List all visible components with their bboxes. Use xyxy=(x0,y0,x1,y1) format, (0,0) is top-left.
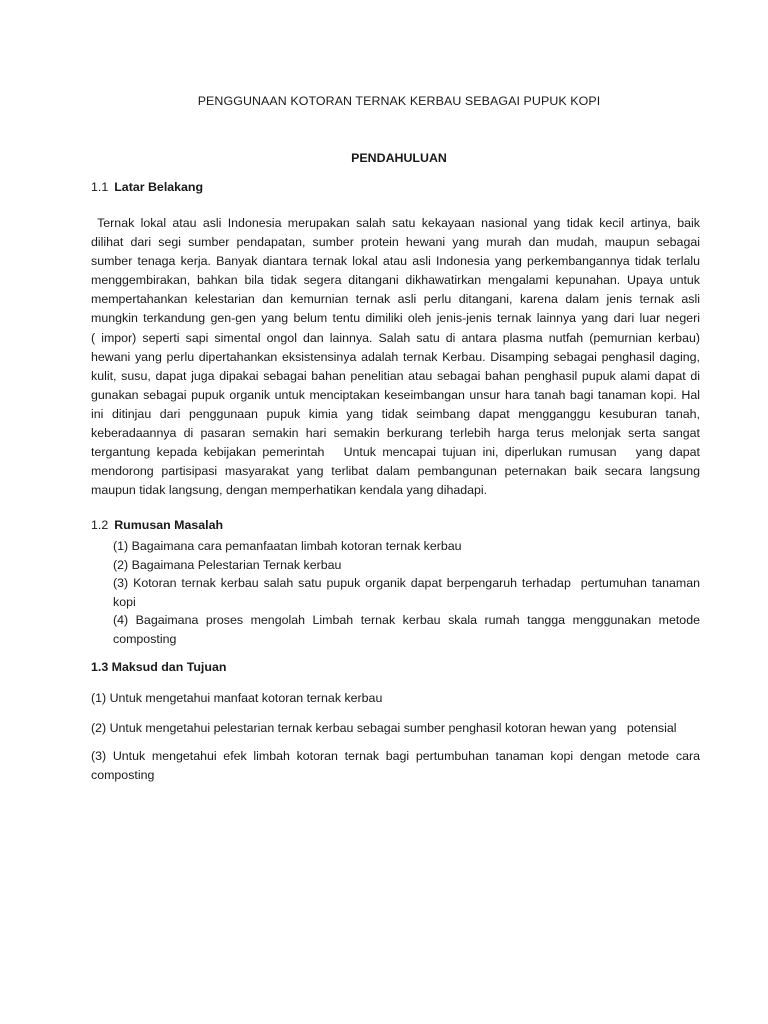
list-item: (2) Bagaimana Pelestarian Ternak kerbau xyxy=(113,557,342,572)
objective-item xyxy=(91,747,700,785)
paragraph-line: keberadaannya di pasaran semakin hari semakin berkurang terlebih harga terus melonjak serta sangat xyxy=(91,426,700,441)
section-title: Rumusan Masalah xyxy=(114,518,224,532)
objective-item xyxy=(91,719,700,738)
objective-line: (2) Untuk mengetahui pelestarian ternak kerbau sebagai sumber penghasil kotoran hewan yang potensial xyxy=(91,721,677,735)
paragraph-line: mempertahankan kelestarian dan kemurnian ternak asli perlu ditangani, karena dalam jenis ternak asli xyxy=(91,292,700,307)
section-number: 1.2 xyxy=(91,518,109,532)
paragraph-line: ( impor) seperti sapi simental ongol dan lainnya. Salah satu di antara plasma nutfah (pemurnian kerbau) xyxy=(91,330,700,345)
background-paragraph xyxy=(91,214,700,500)
paragraph-line: ini ditinjau dari penggunaan pupuk kimia yang tidak seimbang dapat mengganggu kesuburan tanah, xyxy=(91,406,700,421)
chapter-heading: PENDAHULUAN xyxy=(351,151,447,165)
section-number: 1.1 xyxy=(91,180,109,194)
document-title: PENGGUNAAN KOTORAN TERNAK KERBAU SEBAGAI PUPUK KOPI xyxy=(197,94,601,108)
list-item: (4) Bagaimana proses mengolah Limbah ternak kerbau skala rumah tangga menggunakan metode xyxy=(113,613,700,628)
paragraph-line: hewani yang perlu dipertahankan eksistensinya adalah ternak Kerbau. Disamping sebagai penghasil daging, xyxy=(91,349,700,364)
section-heading-problem xyxy=(91,518,223,532)
section-heading-objectives: 1.3 Maksud dan Tujuan xyxy=(91,660,227,674)
section-title: Latar Belakang xyxy=(114,180,204,194)
paragraph-line: tergantung kepada kebijakan pemerintah Untuk mencapai tujuan ini, diperlukan rumusan yang dapat xyxy=(91,445,700,460)
objective-item xyxy=(91,689,700,708)
list-item: (3) Kotoran ternak kerbau salah satu pupuk organik dapat berpengaruh terhadap pertumuhan tanaman xyxy=(113,576,700,591)
list-item: composting xyxy=(113,631,177,646)
problem-list xyxy=(113,537,700,649)
paragraph-line: kulit, susu, dapat juga dipakai sebagai bahan penelitian atau sebagai bahan penghasil pupuk alami dapat di xyxy=(91,368,700,383)
list-item: (1) Bagaimana cara pemanfaatan limbah kotoran ternak kerbau xyxy=(113,539,462,553)
paragraph-line: mendorong partisipasi masyarakat yang terlibat dalam pembangunan peternakan baik secara langsung xyxy=(91,464,700,479)
paragraph-line: Ternak lokal atau asli Indonesia merupakan salah satu kekayaan nasional yang tidak kecil artinya, baik xyxy=(91,216,700,230)
list-item: kopi xyxy=(113,594,136,609)
paragraph-line: maupun tidak langsung, dengan memperhatikan kendala yang dihadapi. xyxy=(91,483,488,498)
objective-line: (3) Untuk mengetahui efek limbah kotoran ternak bagi pertumbuhan tanaman kopi dengan metode cara xyxy=(91,749,700,763)
paragraph-line: dilihat dari segi sumber pendapatan, sumber protein hewani yang murah dan mudah, maupun sebagai xyxy=(91,235,700,250)
paragraph-line: menggembirakan, bahkan bila tidak segera ditangani dikhawatirkan mengalami kepunahan. Upaya untuk xyxy=(91,273,700,288)
objective-line: composting xyxy=(91,768,155,782)
paragraph-line: sumber tenaga kerja. Banyak diantara ternak lokal atau asli Indonesia yang perkembangannya tidak terlalu xyxy=(91,254,700,269)
section-heading-background xyxy=(91,180,203,194)
paragraph-line: mungkin terkandung gen-gen yang belum tentu dimiliki oleh jenis-jenis ternak lainnya yang dari luar negeri xyxy=(91,311,700,326)
objective-line: (1) Untuk mengetahui manfaat kotoran ternak kerbau xyxy=(91,691,383,705)
paragraph-line: gunakan sebagai pupuk organik untuk menciptakan keseimbangan unsur hara tanah bagi tanaman kopi. Hal xyxy=(91,387,700,402)
